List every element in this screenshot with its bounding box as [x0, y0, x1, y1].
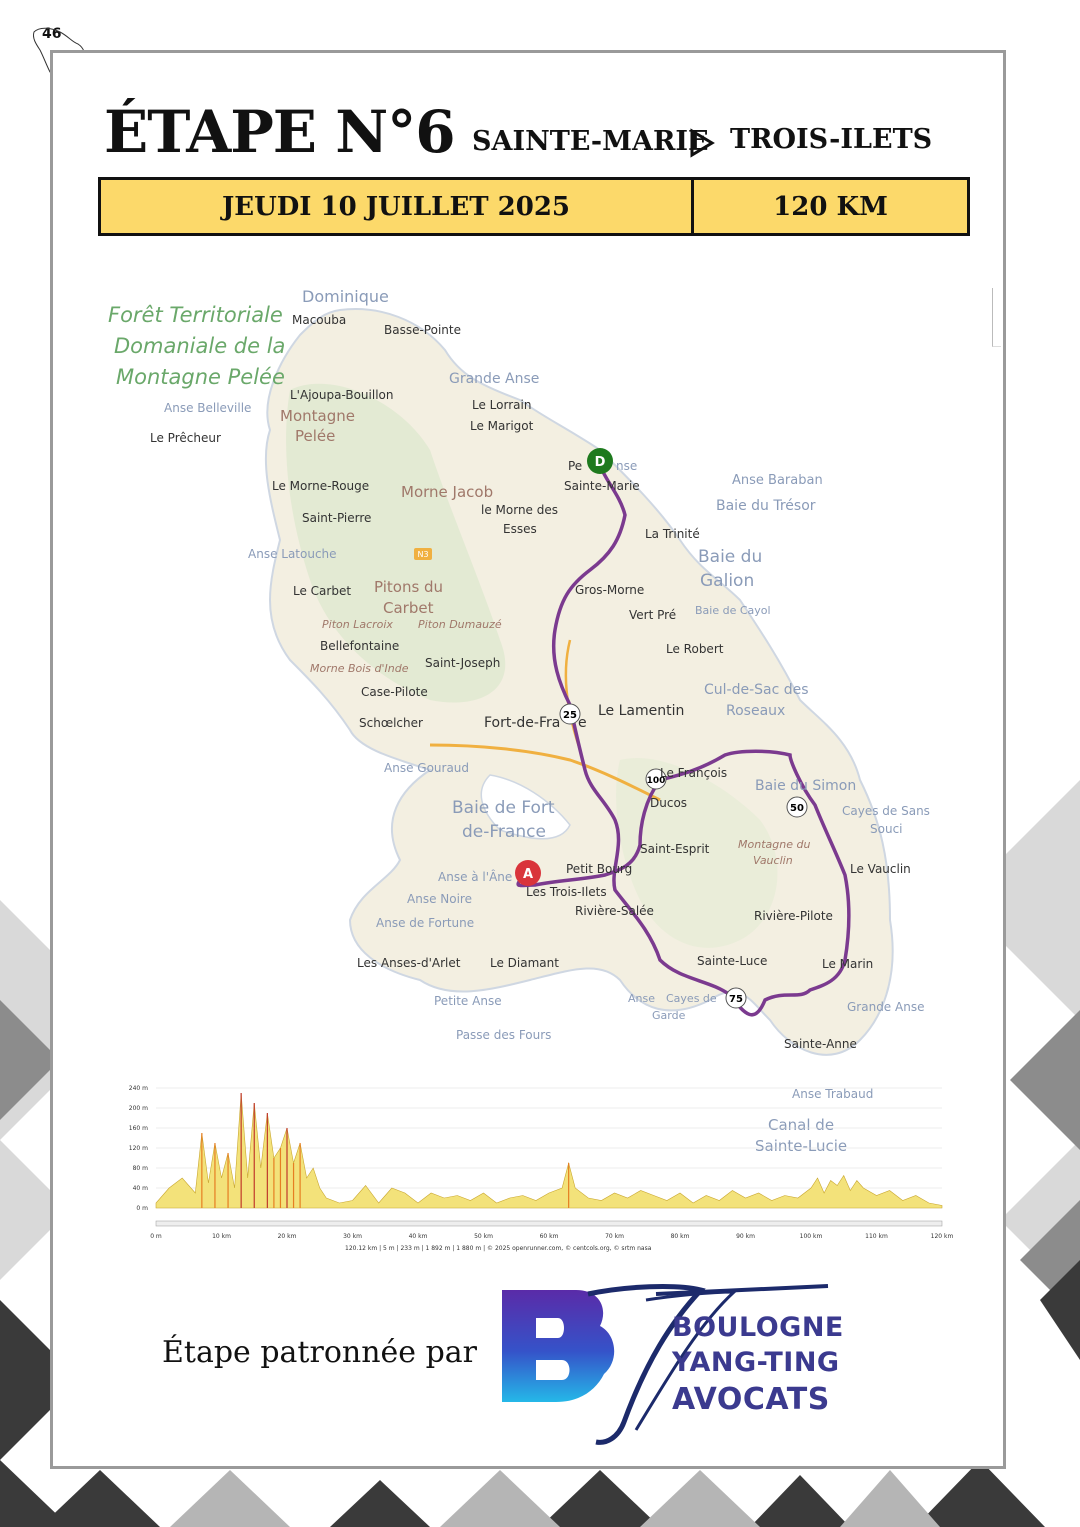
svg-text:100: 100: [646, 776, 666, 786]
profile-y-tick-label: 120 m: [128, 1145, 148, 1152]
place-label: Vert Pré: [629, 608, 677, 622]
svg-text:N3: N3: [417, 550, 429, 559]
place-label: Piton Lacroix: [322, 618, 393, 631]
place-label: Case-Pilote: [361, 685, 428, 699]
sponsor-label: Étape patronnée par: [162, 1335, 477, 1370]
profile-x-tick-label: 0 m: [150, 1233, 162, 1240]
sponsor-name-line-2: YANG-TING: [672, 1347, 840, 1378]
place-label: Le Prêcheur: [150, 431, 221, 445]
scroll-indicator: [992, 288, 1001, 347]
place-label: Les Anses-d'Arlet: [357, 956, 461, 970]
end-marker-label: D: [594, 455, 606, 470]
place-label: Souci: [870, 822, 903, 836]
place-label: Anse Noire: [407, 892, 472, 906]
place-label: Petit Bourg: [566, 862, 633, 876]
svg-text:Forêt Territoriale: Forêt Territoriale: [108, 303, 283, 327]
place-label: Le François: [660, 766, 728, 780]
place-label: Grande Anse: [847, 1000, 925, 1014]
place-label: Esses: [503, 522, 537, 536]
place-label: Anse Belleville: [164, 401, 252, 415]
place-label: Sainte-Marie: [564, 479, 640, 493]
place-label: Sainte-Luce: [697, 954, 768, 968]
place-label: Galion: [700, 571, 755, 591]
place-label: Macouba: [292, 313, 347, 327]
profile-y-tick-label: 0 m: [136, 1205, 148, 1212]
profile-y-tick-label: 240 m: [128, 1085, 148, 1092]
place-label: Saint-Esprit: [640, 842, 710, 856]
sponsor-name-line-1: BOULOGNE: [672, 1312, 844, 1343]
place-label: Cul-de-Sac des: [704, 682, 809, 698]
place-label: Anse de Fortune: [376, 916, 475, 930]
place-label: Le Carbet: [293, 584, 352, 598]
place-label: Passe des Fours: [456, 1028, 552, 1042]
profile-area: [156, 1093, 942, 1208]
profile-stats: 120.12 km | 5 m | 233 m | 1 892 m | 1 880 m | © 2025 openrunner.com, © centcols.org, © srtm nasa: [345, 1245, 652, 1252]
place-label: Garde: [652, 1009, 686, 1022]
place-label: Anse: [628, 992, 655, 1005]
place-label: Vauclin: [753, 854, 793, 867]
svg-text:75: 75: [729, 994, 743, 1005]
profile-x-tick-label: 80 km: [670, 1233, 690, 1240]
profile-x-ticks: [150, 1233, 953, 1240]
profile-y-ticks: [129, 1085, 148, 1212]
place-label: Dominique: [302, 287, 389, 306]
place-label: Le Vauclin: [850, 862, 911, 876]
place-label: Cayes de Sans: [842, 804, 930, 818]
place-label: Le Marigot: [470, 419, 534, 433]
place-label: Le Marin: [822, 957, 874, 971]
svg-text:50: 50: [790, 803, 804, 814]
sea-label-sainte-lucie: Sainte-Lucie: [755, 1137, 848, 1155]
place-label: Anse à l'Âne: [438, 870, 513, 884]
km-marker-25: [560, 704, 580, 724]
svg-text:Domaniale de la: Domaniale de la: [114, 334, 286, 358]
place-label: Le Robert: [666, 642, 724, 656]
place-label: Pelée: [295, 427, 336, 445]
place-label: Cayes de: [666, 992, 717, 1005]
profile-x-tick-label: 60 km: [539, 1233, 559, 1240]
profile-x-tick-label: 100 km: [799, 1233, 823, 1240]
start-marker: [515, 860, 541, 886]
profile-x-tick-label: 110 km: [865, 1233, 888, 1240]
place-label: L'Ajoupa-Bouillon: [290, 388, 394, 402]
place-label: Baie du: [698, 547, 763, 567]
play-arrow-icon: [688, 128, 716, 158]
start-marker-label: A: [522, 867, 534, 882]
profile-x-tick-label: 90 km: [736, 1233, 755, 1240]
place-label: Saint-Pierre: [302, 511, 372, 525]
place-label: Montagne: [280, 407, 355, 425]
place-label: Anse Baraban: [732, 473, 823, 488]
route-start-label: SAINTE-MARIE: [472, 126, 709, 157]
place-label: Sainte-Anne: [784, 1037, 857, 1051]
elevation-profile: [120, 1080, 960, 1260]
place-label: Grande Anse: [449, 371, 540, 387]
place-label: Fort-de-Fra: [484, 715, 561, 731]
profile-x-tick-label: 120 km: [930, 1233, 954, 1240]
profile-y-tick-label: 40 m: [132, 1185, 148, 1192]
stage-date: JEUDI 10 JUILLET 2025: [101, 180, 694, 233]
profile-x-tick-label: 20 km: [277, 1233, 297, 1240]
km-marker-50: [787, 797, 807, 817]
road-badge: [414, 548, 432, 560]
place-label: Petite Anse: [434, 994, 502, 1008]
place-label: Saint-Joseph: [425, 656, 501, 670]
profile-y-tick-label: 160 m: [128, 1125, 148, 1132]
place-label: Les Trois-Ilets: [526, 885, 607, 899]
place-label: Bellefontaine: [320, 639, 400, 653]
place-label: Schœlcher: [359, 716, 423, 730]
place-label: Rivière-Pilote: [754, 909, 833, 923]
place-label: Gros-Morne: [575, 583, 645, 597]
page-number: 46: [42, 26, 62, 42]
place-label: le Morne des: [481, 503, 559, 517]
svg-text:25: 25: [563, 710, 577, 721]
profile-x-tick-label: 30 km: [343, 1233, 362, 1240]
sponsor-name-line-3: AVOCATS: [672, 1382, 830, 1417]
place-label: Baie du Trésor: [716, 498, 816, 514]
place-label: Le Lorrain: [472, 398, 532, 412]
stage-info-bar: [98, 177, 970, 236]
profile-y-tick-label: 80 m: [132, 1165, 148, 1172]
place-label: Anse Gouraud: [384, 761, 470, 775]
place-label: Piton Dumauzé: [418, 618, 502, 631]
profile-scrollbar[interactable]: [156, 1221, 942, 1226]
profile-x-tick-label: 10 km: [212, 1233, 231, 1240]
place-label: Baie de Fort: [452, 798, 555, 818]
place-label: Le Diamant: [490, 956, 559, 970]
stage-title: ÉTAPE N°6: [104, 98, 455, 166]
place-label: Pitons du: [374, 578, 444, 596]
km-marker-75: [726, 988, 746, 1008]
place-label: Le Morne-Rouge: [272, 479, 370, 493]
route-end-label: TROIS-ILETS: [730, 124, 933, 155]
place-label: Carbet: [383, 599, 434, 617]
profile-x-tick-label: 50 km: [474, 1233, 493, 1240]
place-label: Anse Trabaud: [792, 1087, 874, 1101]
forest-label: [108, 303, 285, 389]
profile-y-tick-label: 200 m: [128, 1105, 148, 1112]
svg-text:Montagne Pelée: Montagne Pelée: [116, 365, 285, 389]
place-label: Rivière-Salée: [575, 904, 654, 918]
place-label: e: [578, 715, 587, 731]
place-label: Basse-Pointe: [384, 323, 461, 337]
profile-x-tick-label: 40 km: [408, 1233, 428, 1240]
place-label: La Trinité: [645, 527, 700, 541]
place-label: Roseaux: [726, 703, 786, 719]
place-label: Ducos: [650, 796, 688, 810]
place-label: Morne Jacob: [401, 483, 494, 501]
place-label: de-France: [462, 822, 546, 842]
place-label: Baie de Cayol: [695, 604, 771, 617]
stage-distance: 120 KM: [773, 191, 888, 222]
end-marker: [587, 448, 613, 474]
place-label: nse: [616, 459, 638, 473]
place-label: Pe: [568, 459, 583, 473]
place-label: Montagne du: [738, 838, 811, 851]
place-label: Anse Latouche: [248, 547, 337, 561]
profile-x-tick-label: 70 km: [605, 1233, 624, 1240]
place-label: Baie du Simon: [755, 778, 857, 794]
sea-label-canal: Canal de: [768, 1116, 835, 1134]
place-label: Le Lamentin: [598, 703, 685, 719]
place-label: Morne Bois d'Inde: [310, 662, 409, 675]
